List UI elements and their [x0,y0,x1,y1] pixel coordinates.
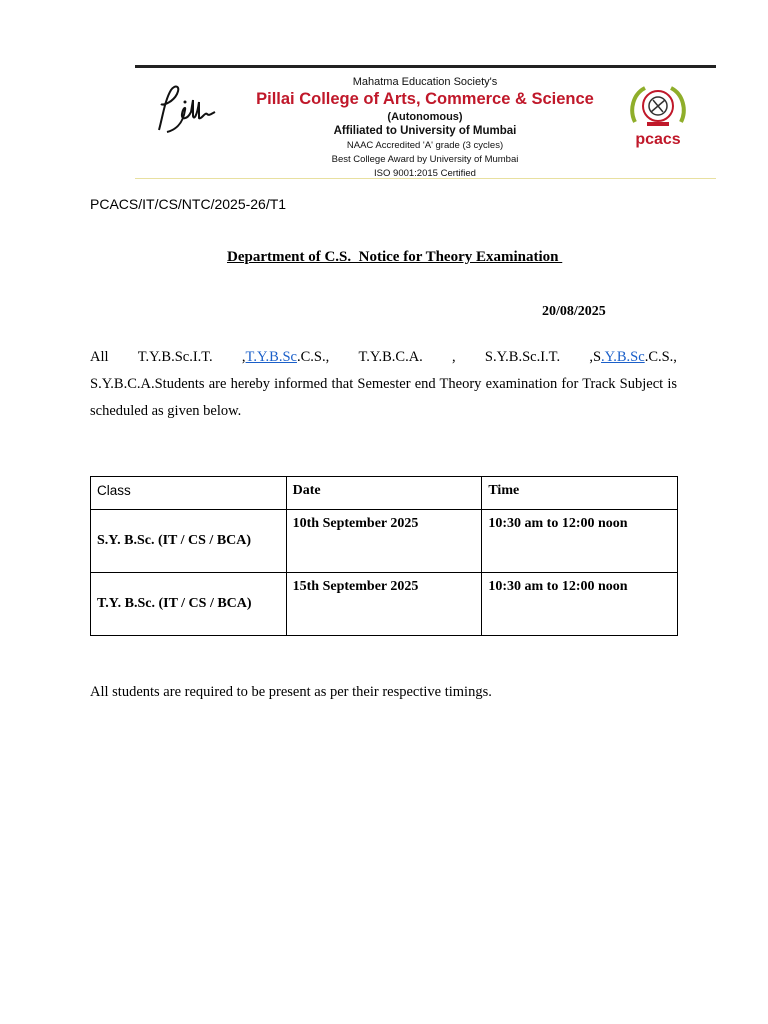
affiliation-label: Affiliated to University of Mumbai [333,125,517,137]
society-name: Mahatma Education Society's [352,76,498,88]
naac-label: NAAC Accredited 'A' grade (3 cycles) [346,140,504,151]
letterhead [135,65,716,179]
table-row [91,573,678,636]
reference-number: PCACS/IT/CS/NTC/2025-26/T1 [90,196,287,212]
notice-date: 20/08/2025 [542,304,606,319]
intro-token: S.Y.B.Sc.I.T. [484,349,561,365]
college-name: Pillai College of Arts, Commerce & Science [256,90,594,108]
table-row [91,510,678,573]
header-class: Class [91,477,287,510]
intro-link[interactable]: T.Y.B.Sc [245,349,297,365]
autonomous-label: (Autonomous) [387,111,463,123]
row-class: S.Y. B.Sc. (IT / CS / BCA) [91,510,287,573]
intro-paragraph [90,344,677,425]
notice-title: Department of C.S. Notice for Theory Examination [227,249,563,265]
closing-note: All students are required to be present as per their respective timings. [90,684,492,700]
row-date: 15th September 2025 [286,573,482,636]
header-date: Date [286,477,482,510]
row-class: T.Y. B.Sc. (IT / CS / BCA) [91,573,287,636]
intro-token: , [452,349,456,365]
row-time: 10:30 am to 12:00 noon [482,573,678,636]
intro-token: All [90,349,109,365]
exam-schedule-table [90,476,678,636]
intro-rest: S.Y.B.C.A.Students are hereby informed that Semester end Theory examination for Track Subject is scheduled as given below. [90,376,677,419]
intro-token[interactable]: ,T.Y.B.Sc.C.S., [241,349,330,365]
iso-label: ISO 9001:2015 Certified [374,168,476,179]
letterhead-text [225,76,625,181]
row-date: 10th September 2025 [286,510,482,573]
intro-link[interactable]: .Y.B.Sc [601,349,645,365]
table-header-row [91,477,678,510]
intro-line-1 [90,344,677,371]
intro-token[interactable]: ,S.Y.B.Sc.C.S., [589,349,677,365]
intro-token: T.Y.B.C.A. [358,349,423,365]
award-label: Best College Award by University of Mumbai [331,154,519,165]
row-time: 10:30 am to 12:00 noon [482,510,678,573]
intro-token: T.Y.B.Sc.I.T. [137,349,213,365]
header-time: Time [482,477,678,510]
emblem-wordmark: pcacs [635,131,681,148]
signature-icon [149,80,221,140]
college-emblem-icon [627,82,689,148]
